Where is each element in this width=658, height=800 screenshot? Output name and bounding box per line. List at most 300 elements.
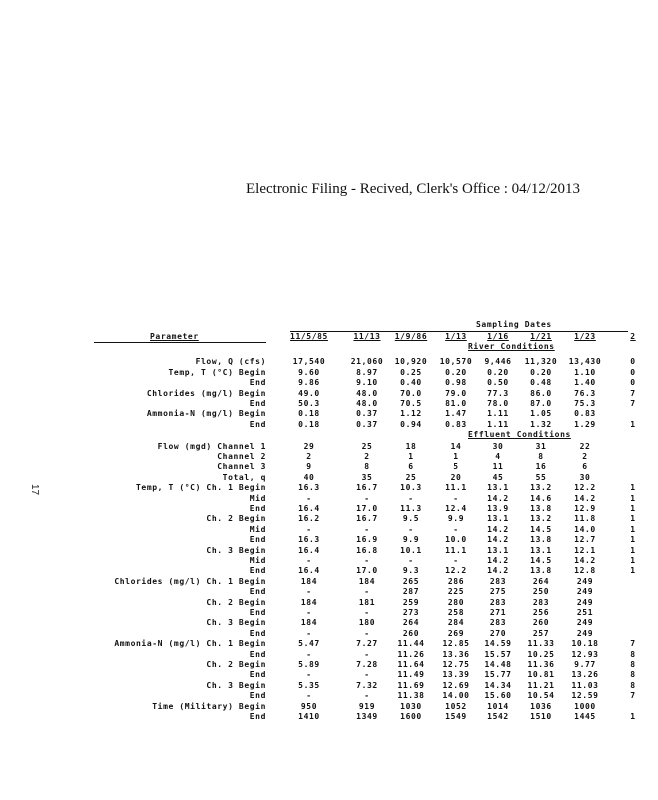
table-cell: 264 [532, 576, 550, 586]
table-cell: 0.83 [445, 419, 467, 429]
table-cell: 14.2 [574, 493, 596, 503]
table-cell: 249 [576, 597, 594, 607]
table-cell: 1 [408, 452, 414, 461]
table-cell: 14.5 [530, 524, 552, 534]
table-cell: 14.2 [574, 556, 596, 565]
table-cell: 16.8 [356, 545, 378, 555]
table-cell: 7 [630, 399, 636, 408]
section-header: Effluent Conditions [468, 430, 571, 440]
table-cell: 7.27 [356, 639, 378, 649]
table-cell: 14 [450, 441, 462, 451]
table-row [90, 483, 636, 494]
table-cell: 12.2 [445, 566, 467, 576]
table-cell: - [453, 493, 459, 503]
table-cell: 13.9 [487, 504, 509, 513]
table-cell: 1 [630, 419, 636, 429]
table-cell: 271 [489, 608, 507, 617]
table-cell: - [306, 628, 312, 638]
sampling-dates-header: Sampling Dates [476, 320, 552, 329]
table-cell: 0.37 [356, 409, 378, 419]
table-cell: 7 [630, 691, 636, 701]
table-cell: 1 [630, 545, 636, 555]
table-cell: 14.6 [530, 493, 552, 503]
date-header-cell: 1/23 [574, 332, 596, 341]
table-cell: 14.0 [574, 524, 596, 534]
table-cell: 180 [358, 618, 376, 628]
table-cell: 12.69 [442, 680, 470, 690]
table-cell: 78.0 [487, 399, 509, 408]
table-cell: 10.3 [400, 483, 422, 493]
table-cell: 9.9 [447, 514, 465, 524]
table-row [90, 399, 636, 410]
table-cell: 12.1 [574, 545, 596, 555]
table-cell: 17.0 [356, 566, 378, 576]
table-cell: 1.40 [574, 378, 596, 388]
table-cell: 49.0 [298, 388, 320, 398]
row-label: Ch. 3 Begin [206, 545, 266, 555]
table-cell: 1 [630, 556, 636, 565]
table-cell: 260 [532, 618, 550, 628]
row-label: Ch. 2 Begin [206, 660, 266, 669]
table-cell: 11.1 [445, 483, 467, 493]
table-cell: 1 [630, 535, 636, 545]
table-cell: 7 [630, 388, 636, 398]
table-cell: 13.1 [530, 545, 552, 555]
table-cell: 70.5 [400, 399, 422, 408]
table-row [90, 388, 636, 400]
table-row [90, 566, 636, 577]
table-row [90, 629, 628, 640]
table-row [90, 670, 636, 681]
table-cell: 16 [535, 462, 547, 472]
table-row [90, 639, 636, 650]
table-cell: 13.36 [442, 649, 470, 659]
table-cell: 75.3 [574, 399, 596, 408]
table-row [90, 357, 636, 368]
table-cell: 249 [576, 618, 594, 628]
table-cell: 8 [630, 660, 636, 669]
table-cell: - [306, 691, 312, 701]
table-cell: 13.8 [530, 566, 552, 576]
date-header-cell: 11/13 [353, 332, 381, 341]
table-cell: 9,446 [484, 357, 512, 367]
table-cell: 70.0 [400, 388, 422, 398]
table-cell: 25 [361, 441, 373, 451]
row-label: End [249, 504, 266, 513]
table-cell: 13,430 [568, 357, 602, 367]
table-row [90, 514, 636, 525]
table-row [90, 473, 628, 484]
row-label: End [249, 608, 266, 617]
table-cell: 286 [447, 576, 465, 586]
table-cell: 11.8 [574, 514, 596, 524]
date-header-cell: 2 [630, 332, 636, 341]
table-cell: 249 [576, 628, 594, 638]
table-row [90, 367, 636, 379]
table-cell: 8 [364, 462, 370, 472]
row-label: End [249, 399, 266, 408]
table-cell: 16.3 [298, 535, 320, 545]
table-cell: 13.8 [530, 535, 552, 545]
table-cell: 1.12 [400, 409, 422, 419]
table-row [90, 378, 636, 389]
table-cell: 1 [630, 504, 636, 513]
table-cell: 45 [492, 472, 504, 482]
table-cell: 1 [630, 493, 636, 503]
table-cell: - [306, 556, 312, 565]
table-row [90, 680, 636, 692]
table-cell: 1549 [445, 712, 467, 721]
table-cell: 77.3 [487, 388, 509, 398]
table-row [90, 462, 628, 473]
row-label: End [249, 670, 266, 680]
table-row [90, 524, 636, 536]
table-cell: 15.60 [484, 691, 512, 701]
page-number: 17 [29, 484, 40, 496]
table-cell: 12.75 [442, 660, 470, 669]
table-cell: 2 [306, 452, 312, 461]
table-cell: - [306, 493, 312, 503]
row-label: Ch. 2 Begin [206, 597, 266, 607]
table-cell: 260 [402, 628, 420, 638]
row-label: End [249, 378, 266, 388]
table-cell: 9.77 [574, 660, 596, 669]
date-header-cell: 1/13 [445, 332, 467, 341]
table-cell: - [364, 628, 370, 638]
table-cell: 251 [576, 608, 594, 617]
table-cell: 249 [576, 587, 594, 597]
table-cell: 20 [450, 472, 462, 482]
table-cell: 250 [532, 587, 550, 597]
table-cell: 5.47 [298, 639, 320, 649]
table-cell: 30 [492, 441, 504, 451]
table-cell: 1.29 [574, 419, 596, 429]
table-cell: 9.9 [402, 535, 420, 545]
table-cell: 14.5 [530, 556, 552, 565]
table-cell: 14.2 [487, 493, 509, 503]
table-cell: 7.32 [356, 680, 378, 690]
table-cell: 0 [630, 378, 636, 388]
table-cell: 11.44 [397, 639, 425, 649]
table-row [90, 493, 636, 505]
table-cell: 13.1 [487, 483, 509, 493]
table-cell: 11.33 [527, 639, 555, 649]
table-cell: 1.47 [445, 409, 467, 419]
table-cell: - [306, 649, 312, 659]
table-cell: 12.8 [574, 566, 596, 576]
table-row [90, 587, 628, 598]
section-header: River Conditions [468, 342, 555, 351]
table-cell: 919 [358, 701, 376, 711]
table-cell: 79.0 [445, 388, 467, 398]
table-cell: 48.0 [356, 399, 378, 408]
table-row [90, 598, 628, 609]
table-cell: 9.10 [356, 378, 378, 388]
table-cell: - [306, 524, 312, 534]
table-cell: 264 [402, 618, 420, 628]
table-cell: 14.00 [442, 691, 470, 701]
table-cell: 14.34 [484, 680, 512, 690]
table-cell: 0.98 [445, 378, 467, 388]
table-cell: 12.93 [571, 649, 599, 659]
table-cell: 6 [582, 462, 588, 472]
row-label: Flow, Q (cfs) [195, 357, 266, 367]
table-row [90, 535, 636, 546]
table-cell: 14.2 [487, 535, 509, 545]
table-cell: 5.89 [298, 660, 320, 669]
table-cell: 31 [535, 441, 547, 451]
table-cell: 259 [402, 597, 420, 607]
table-cell: - [364, 493, 370, 503]
table-row [90, 545, 636, 557]
table-cell: 1052 [445, 701, 467, 711]
table-cell: 10,920 [394, 357, 428, 367]
row-label: Ammonia-N (mg/l) Begin [146, 409, 266, 419]
table-cell: 1600 [400, 712, 422, 721]
table-cell: 13.39 [442, 670, 470, 680]
table-cell: 7 [630, 639, 636, 649]
table-cell: 8 [630, 670, 636, 680]
table-cell: 5.35 [298, 680, 320, 690]
table-cell: 225 [447, 587, 465, 597]
table-cell: 13.1 [487, 545, 509, 555]
table-cell: 283 [489, 618, 507, 628]
table-cell: 0.20 [445, 367, 467, 377]
table-cell: 11.36 [527, 660, 555, 669]
table-cell: 2 [364, 452, 370, 461]
table-cell: 283 [489, 597, 507, 607]
date-header-cell: 1/9/86 [394, 332, 428, 341]
table-cell: 11.64 [397, 660, 425, 669]
table-cell: 284 [447, 618, 465, 628]
table-cell: 15.57 [484, 649, 512, 659]
table-cell: 1 [630, 483, 636, 493]
table-cell: 25 [405, 472, 417, 482]
table-cell: 0.20 [487, 367, 509, 377]
table-cell: - [364, 524, 370, 534]
table-cell: 18 [405, 441, 417, 451]
table-cell: 12.2 [574, 483, 596, 493]
table-cell: 0.20 [530, 367, 552, 377]
table-cell: 16.4 [298, 545, 320, 555]
table-cell: 10.0 [445, 535, 467, 545]
table-cell: 9.5 [402, 514, 420, 524]
table-cell: 14.59 [484, 639, 512, 649]
row-label: End [249, 649, 266, 659]
table-cell: 30 [579, 472, 591, 482]
table-row [90, 452, 628, 463]
table-cell: 0 [630, 367, 636, 377]
table-cell: 1410 [298, 712, 320, 721]
date-header-cell: 11/5/85 [290, 332, 328, 341]
table-cell: 21,060 [350, 357, 384, 367]
table-cell: 10.81 [527, 670, 555, 680]
table-cell: - [306, 670, 312, 680]
table-cell: 11.69 [397, 680, 425, 690]
row-label: Time (Military) Begin [152, 701, 266, 711]
table-cell: 29 [303, 441, 315, 451]
table-row [90, 618, 628, 629]
table-cell: 1030 [400, 701, 422, 711]
table-cell: 12.9 [574, 504, 596, 513]
table-cell: 9.3 [402, 566, 420, 576]
table-cell: 1445 [574, 712, 596, 721]
table-cell: 8 [630, 649, 636, 659]
table-cell: 8.97 [356, 367, 378, 377]
table-cell: 1 [630, 712, 636, 721]
table-cell: 55 [535, 472, 547, 482]
table-row [90, 504, 636, 515]
table-cell: - [306, 608, 312, 617]
table-cell: 1 [630, 566, 636, 576]
table-cell: 12.85 [442, 639, 470, 649]
table-cell: 48.0 [356, 388, 378, 398]
table-cell: 11.03 [571, 680, 599, 690]
row-label: Mid [249, 556, 266, 565]
table-cell: 0.50 [487, 378, 509, 388]
table-cell: 1 [453, 452, 459, 461]
table-row [90, 409, 628, 420]
table-cell: 16.3 [298, 483, 320, 493]
table-cell: - [408, 556, 414, 565]
row-label: Temp, T (°C) Begin [168, 367, 266, 377]
table-cell: 8 [630, 680, 636, 690]
table-cell: - [408, 493, 414, 503]
parameter-header: Parameter [150, 332, 199, 341]
row-label: Ch. 2 Begin [206, 514, 266, 524]
table-cell: 1.11 [487, 409, 509, 419]
row-label: End [249, 628, 266, 638]
table-cell: 265 [402, 576, 420, 586]
table-cell: 9 [306, 462, 312, 472]
table-cell: 12.59 [571, 691, 599, 701]
table-cell: 13.2 [530, 514, 552, 524]
row-label: Chlorides (mg/l) Ch. 1 Begin [114, 576, 266, 586]
table-cell: 283 [489, 576, 507, 586]
table-cell: 15.77 [484, 670, 512, 680]
row-label: End [249, 535, 266, 545]
table-cell: 1510 [530, 712, 552, 721]
table-cell: 0.18 [298, 419, 320, 429]
table-cell: 10.1 [400, 545, 422, 555]
table-cell: - [364, 556, 370, 565]
table-row [90, 556, 636, 567]
table-row [90, 691, 636, 702]
table-cell: 16.7 [356, 514, 378, 524]
table-cell: 87.0 [530, 399, 552, 408]
table-cell: 14.48 [484, 660, 512, 669]
table-cell: 5 [453, 462, 459, 472]
table-cell: 13.1 [487, 514, 509, 524]
table-cell: 280 [447, 597, 465, 607]
table-cell: 9.86 [298, 378, 320, 388]
table-cell: 40 [303, 472, 315, 482]
table-cell: 283 [532, 597, 550, 607]
table-cell: 10.18 [571, 639, 599, 649]
row-label: Temp, T (°C) Ch. 1 Begin [136, 483, 266, 493]
table-cell: 10,570 [439, 357, 473, 367]
table-cell: - [364, 670, 370, 680]
table-cell: 16.4 [298, 504, 320, 513]
table-cell: - [364, 587, 370, 597]
table-cell: 17.0 [356, 504, 378, 513]
table-cell: 12.7 [574, 535, 596, 545]
table-cell: 35 [361, 472, 373, 482]
table-cell: - [408, 524, 414, 534]
table-cell: 1036 [530, 701, 552, 711]
table-cell: 181 [358, 597, 376, 607]
table-cell: 11.49 [397, 670, 425, 680]
table-cell: 11.3 [400, 504, 422, 513]
table-cell: 11,320 [524, 357, 558, 367]
parameter-rule [94, 342, 266, 343]
table-cell: 13.8 [530, 504, 552, 513]
table-cell: - [364, 691, 370, 701]
table-cell: 0 [630, 357, 636, 367]
table-cell: 14.2 [487, 524, 509, 534]
table-cell: 0.40 [400, 378, 422, 388]
table-row [90, 702, 628, 713]
table-cell: 13.2 [530, 483, 552, 493]
table-cell: 14.2 [487, 556, 509, 565]
table-cell: 6 [408, 462, 414, 472]
table-cell: 1000 [574, 701, 596, 711]
table-cell: 16.7 [356, 483, 378, 493]
table-cell: 86.0 [530, 388, 552, 398]
table-cell: 11.38 [397, 691, 425, 701]
table-cell: 0.48 [530, 378, 552, 388]
table-cell: 0.94 [400, 419, 422, 429]
row-label: Mid [249, 493, 266, 503]
table-cell: 256 [532, 608, 550, 617]
table-cell: 14.2 [487, 566, 509, 576]
table-cell: 16.2 [298, 514, 320, 524]
table-cell: 1.05 [530, 409, 552, 419]
table-row [90, 577, 628, 588]
table-cell: - [364, 608, 370, 617]
table-cell: 10.54 [527, 691, 555, 701]
table-cell: - [453, 556, 459, 565]
table-cell: 11.1 [445, 545, 467, 555]
table-cell: 1014 [487, 701, 509, 711]
table-cell: 2 [582, 452, 588, 461]
row-label: Mid [249, 524, 266, 534]
table-cell: 269 [447, 628, 465, 638]
table-cell: 81.0 [445, 399, 467, 408]
table-cell: 1.32 [530, 419, 552, 429]
table-cell: 11 [492, 462, 504, 472]
table-cell: 1 [630, 514, 636, 524]
table-cell: 287 [402, 587, 420, 597]
row-label: Channel 2 [217, 452, 266, 461]
table-cell: 10.25 [527, 649, 555, 659]
table-cell: 275 [489, 587, 507, 597]
table-cell: 1 [630, 524, 636, 534]
table-cell: 184 [358, 576, 376, 586]
table-cell: 0.83 [574, 409, 596, 419]
table-cell: 16.4 [298, 566, 320, 576]
table-cell: 13.26 [571, 670, 599, 680]
table-cell: 1349 [356, 712, 378, 721]
table-cell: 12.4 [445, 504, 467, 513]
table-cell: 11.26 [397, 649, 425, 659]
table-cell: 9.60 [298, 367, 320, 377]
row-label: Channel 3 [217, 462, 266, 472]
table-cell: 0.18 [298, 409, 320, 419]
row-label: Flow (mgd) Channel 1 [157, 441, 266, 451]
filing-stamp: Electronic Filing - Recived, Clerk's Office : 04/12/2013 [246, 181, 581, 197]
table-cell: 184 [300, 576, 318, 586]
